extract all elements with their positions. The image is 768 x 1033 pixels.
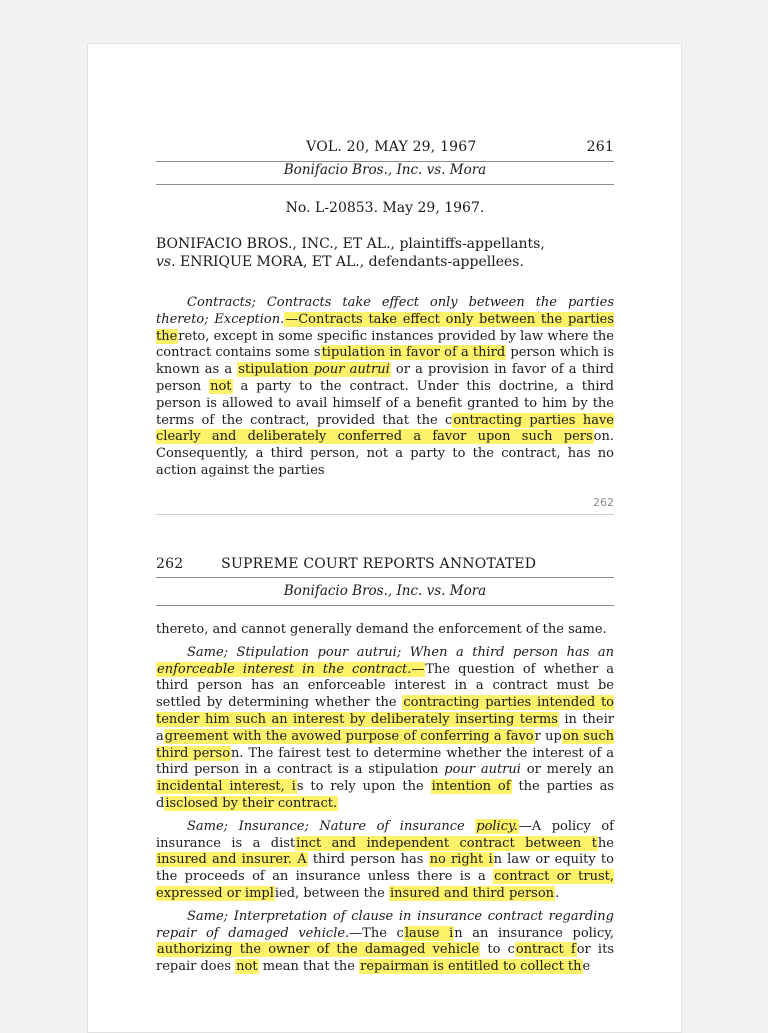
header-rule <box>156 184 614 185</box>
text-run: n an insurance policy, <box>454 925 614 941</box>
text-run: n. The fairest test to determine whether the interest of a third person in a contract is a stipulation <box>156 745 615 778</box>
continuation-paragraph: thereto, and cannot generally demand the enforcement of the same. <box>156 622 607 637</box>
text-run: stipulation <box>238 362 314 378</box>
text-run: n law or equity to the proceeds of an insurance unless there is a <box>156 852 614 885</box>
highlight: policy. <box>476 818 518 834</box>
text-run: third person has <box>307 852 429 868</box>
syllabus-paragraph <box>156 909 614 976</box>
case-parties <box>156 235 614 271</box>
text-run: pour autrui <box>444 762 521 778</box>
page-break-rule <box>156 514 614 515</box>
text-run: e <box>582 959 591 975</box>
parties-vs: vs. <box>156 254 176 270</box>
highlight: insured and insurer. A <box>157 852 307 868</box>
text-run: the parties as d <box>156 779 614 811</box>
page-break-marker: 262 <box>593 496 614 509</box>
page-header <box>156 556 614 572</box>
case-subheader: Bonifacio Bros., Inc. vs. Mora <box>283 162 487 178</box>
case-number: No. L-20853. May 29, 1967. <box>285 200 485 216</box>
syllabus-heading: Same; Stipulation pour autrui; When a third person has an <box>187 644 614 660</box>
case-subheader: Bonifacio Bros., Inc. vs. Mora <box>283 583 487 599</box>
page-number: 261 <box>586 139 614 155</box>
text-run: or merely an <box>520 762 614 778</box>
highlight: no right i <box>429 852 493 868</box>
highlight <box>237 362 390 377</box>
text-run: or its repair does <box>156 942 614 975</box>
parties-plaintiffs: BONIFACIO BROS., INC., ET AL., plaintiffs-appellants, <box>156 236 545 252</box>
highlight: on such third perso <box>156 728 614 761</box>
volume-date: VOL. 20, MAY 29, 1967 <box>306 139 477 155</box>
parties-defendants: ENRIQUE MORA, ET AL., defendants-appellees. <box>175 254 524 270</box>
highlight: repairman is entitled to collect th <box>360 959 582 975</box>
text-run: to c <box>480 942 515 958</box>
highlight: inct and independent contract between t <box>296 835 597 851</box>
text-run: person which is known as a <box>156 345 615 378</box>
text-run: s to rely upon the <box>296 779 431 795</box>
text-run: reto, except in some specific instances provided by law where the contract contains some s <box>156 328 614 361</box>
highlight: ontracting parties have clearly and deliberately conferred a favor upon such pers <box>156 412 614 445</box>
highlight: insured and third person <box>390 885 555 901</box>
syllabus-heading: Contracts; Contracts take effect only between the parties thereto; Exception. <box>156 295 614 327</box>
reporter-title: SUPREME COURT REPORTS ANNOTATED <box>221 556 537 572</box>
highlight: not <box>236 959 258 975</box>
highlight: ontract f <box>515 942 576 958</box>
document-page <box>87 43 682 1033</box>
syllabus-paragraph <box>156 645 614 813</box>
header-rule <box>156 577 614 578</box>
text-run: mean that the <box>258 959 360 975</box>
text-run: —A policy of insurance is a dist <box>156 818 614 851</box>
syllabus-heading: Same; Insurance; Nature of insurance <box>187 818 476 834</box>
syllabus-heading: Same; Interpretation of clause in insurance contract regarding repair of damaged vehicle. <box>156 908 614 941</box>
highlight: enforceable interest in the contract.— <box>157 661 425 677</box>
page-header <box>156 139 614 155</box>
highlight: —Contracts take effect only between the parties the <box>156 311 614 344</box>
text-run: he <box>597 835 614 851</box>
text-run: in their a <box>156 711 614 744</box>
syllabus-paragraph <box>156 819 614 903</box>
highlight: greement with the avowed purpose of conferring a favo <box>164 728 534 744</box>
text-run: a party to the contract. Under this doctrine, a third person is allowed to avail himself of a benefit granted to him by the terms of the contract, provided that the c <box>156 378 615 428</box>
highlight: incidental interest, i <box>157 779 296 795</box>
text-run: r up <box>534 728 562 744</box>
highlight: intention of <box>431 779 511 795</box>
text-run: on. Consequently, a third person, not a party to the contract, has no action against the parties <box>156 429 614 478</box>
text-run: —The c <box>349 925 404 941</box>
page-number: 262 <box>156 556 184 572</box>
highlight: not <box>210 378 232 394</box>
highlight: contract or trust, expressed or impl <box>156 869 614 901</box>
text-run: The question of whether a third person has an enforceable interest in a contract must be settled by determining whether the <box>156 661 614 711</box>
highlight: isclosed by their contract. <box>165 795 338 811</box>
text-run: or a provision in favor of a third person <box>156 362 614 394</box>
highlight: lause i <box>404 925 454 941</box>
highlight: contracting parties intended to tender him such an interest by deliberately inserting terms <box>156 695 614 727</box>
syllabus-text <box>156 622 614 982</box>
text-run: pour autrui <box>313 362 390 378</box>
text-run: ied, between the <box>274 885 390 901</box>
text-run: . <box>555 885 560 901</box>
header-rule <box>156 605 614 606</box>
highlight: authorizing the owner of the damaged vehicle <box>157 942 480 958</box>
syllabus-paragraph <box>156 295 614 486</box>
highlight: tipulation in favor of a third <box>321 345 506 361</box>
